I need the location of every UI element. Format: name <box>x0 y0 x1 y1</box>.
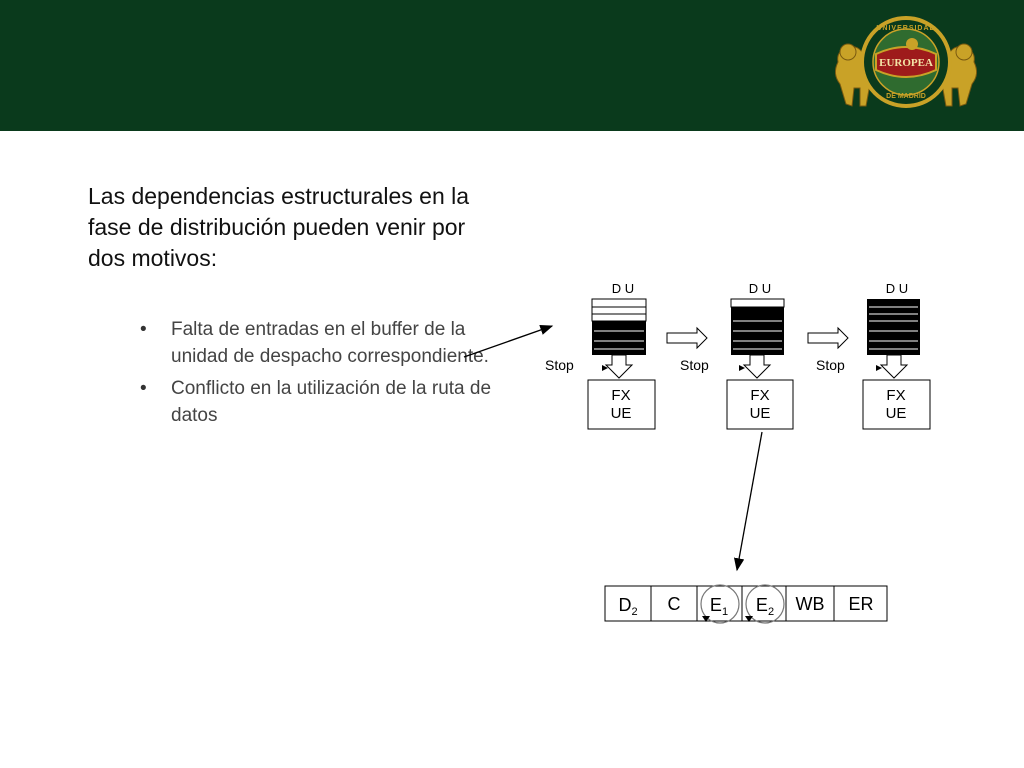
unit-label-line2: UE <box>885 405 907 422</box>
pipeline-stages <box>605 585 887 623</box>
buffer-label: D U <box>748 281 772 296</box>
stop-label: Stop <box>680 357 709 373</box>
hollow-arrow-icon <box>808 328 848 348</box>
stage-d2: $D_2$ <box>618 595 638 618</box>
dispatch-buffer-1 <box>545 281 655 429</box>
unit-label-line1: FX <box>611 387 631 404</box>
unit-label-line1: FX <box>886 387 906 404</box>
hollow-arrow-icon <box>667 328 707 348</box>
stop-label: Stop <box>545 357 574 373</box>
bullet-item: • Falta de entradas en el buffer de la unidad de despacho correspondiente. <box>140 316 500 370</box>
pointer-arrow <box>464 326 552 357</box>
bullet-item: • Conflicto en la utilización de la ruta de datos <box>140 375 500 429</box>
logo-text-top: UNIVERSIDAD <box>876 25 936 32</box>
dispatch-buffer-2 <box>680 281 793 429</box>
stage-c: C <box>667 594 681 614</box>
dispatch-buffer-3 <box>816 281 930 429</box>
buffer-label: D U <box>611 281 635 296</box>
unit-label-line2: UE <box>610 405 632 422</box>
intro-text: Las dependencias estructurales en la fase de distribución pueden venir por dos motivos: <box>88 183 470 271</box>
buffer-label: D U <box>885 281 909 296</box>
logo-text-mid: EUROPEA <box>879 57 933 69</box>
unit-label-line2: UE <box>749 405 771 422</box>
stage-er: ER <box>848 594 874 614</box>
stage-e1: $E_1$ <box>709 595 729 618</box>
unit-label-line1: FX <box>750 387 770 404</box>
stage-e2: $E_2$ <box>755 595 775 618</box>
logo-text-bottom: DE MADRID <box>886 93 926 100</box>
pointer-arrow <box>737 432 762 570</box>
stage-wb: WB <box>795 594 825 614</box>
stop-label: Stop <box>816 357 845 373</box>
